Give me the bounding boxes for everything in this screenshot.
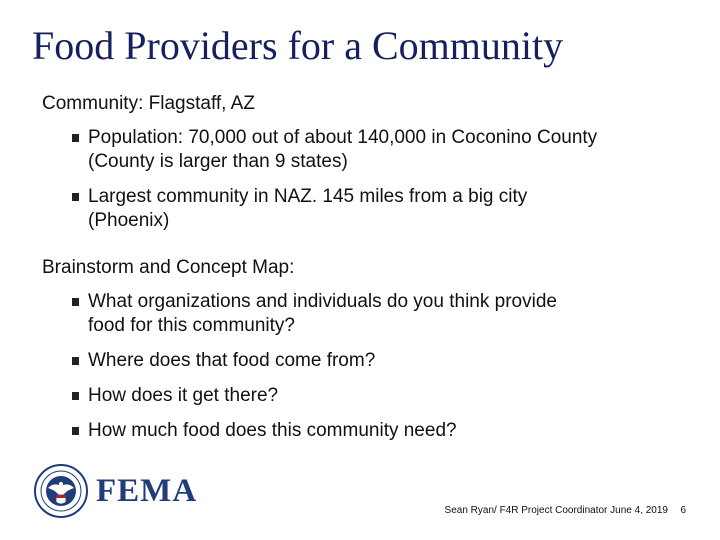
- bullet-transport-text: How does it get there?: [88, 385, 279, 406]
- bullet-largest-line2: (Phoenix): [88, 210, 170, 231]
- square-bullet-icon: [72, 134, 79, 142]
- bullet-population: [42, 126, 702, 174]
- slide-content: [42, 92, 702, 443]
- slide-title: Food Providers for a Community: [32, 23, 564, 68]
- bullet-population-line1: Population: 70,000 out of about 140,000 in Coconino County: [88, 127, 598, 148]
- page-number: 6: [680, 505, 686, 516]
- square-bullet-icon: [72, 193, 79, 201]
- fema-wordmark: FEMA: [96, 472, 198, 509]
- bullet-quantity-text: How much food does this community need?: [88, 420, 457, 441]
- bullet-organizations-line1: What organizations and individuals do you think provide: [88, 291, 557, 312]
- section-heading-brainstorm: Brainstorm and Concept Map:: [42, 257, 295, 278]
- square-bullet-icon: [72, 298, 79, 306]
- bullet-organizations: [42, 290, 702, 338]
- bullet-food-source-text: Where does that food come from?: [88, 350, 376, 371]
- bullet-population-line2: (County is larger than 9 states): [88, 151, 348, 172]
- bullet-food-source: [42, 349, 702, 373]
- bullet-transport: [42, 384, 702, 408]
- bullet-largest-line1: Largest community in NAZ. 145 miles from a big city: [88, 186, 528, 207]
- section-heading-community: Community: Flagstaff, AZ: [42, 93, 255, 114]
- fema-logo: [34, 464, 197, 518]
- dhs-seal-icon: [34, 464, 88, 518]
- bullet-organizations-line2: food for this community?: [88, 315, 295, 336]
- community-bullets: [42, 126, 702, 233]
- square-bullet-icon: [72, 427, 79, 435]
- brainstorm-bullets: [42, 290, 702, 443]
- bullet-quantity: [42, 419, 702, 443]
- bullet-largest-community: [42, 185, 702, 233]
- square-bullet-icon: [72, 392, 79, 400]
- footer-credit: Sean Ryan/ F4R Project Coordinator June 4, 2019: [444, 505, 668, 516]
- square-bullet-icon: [72, 357, 79, 365]
